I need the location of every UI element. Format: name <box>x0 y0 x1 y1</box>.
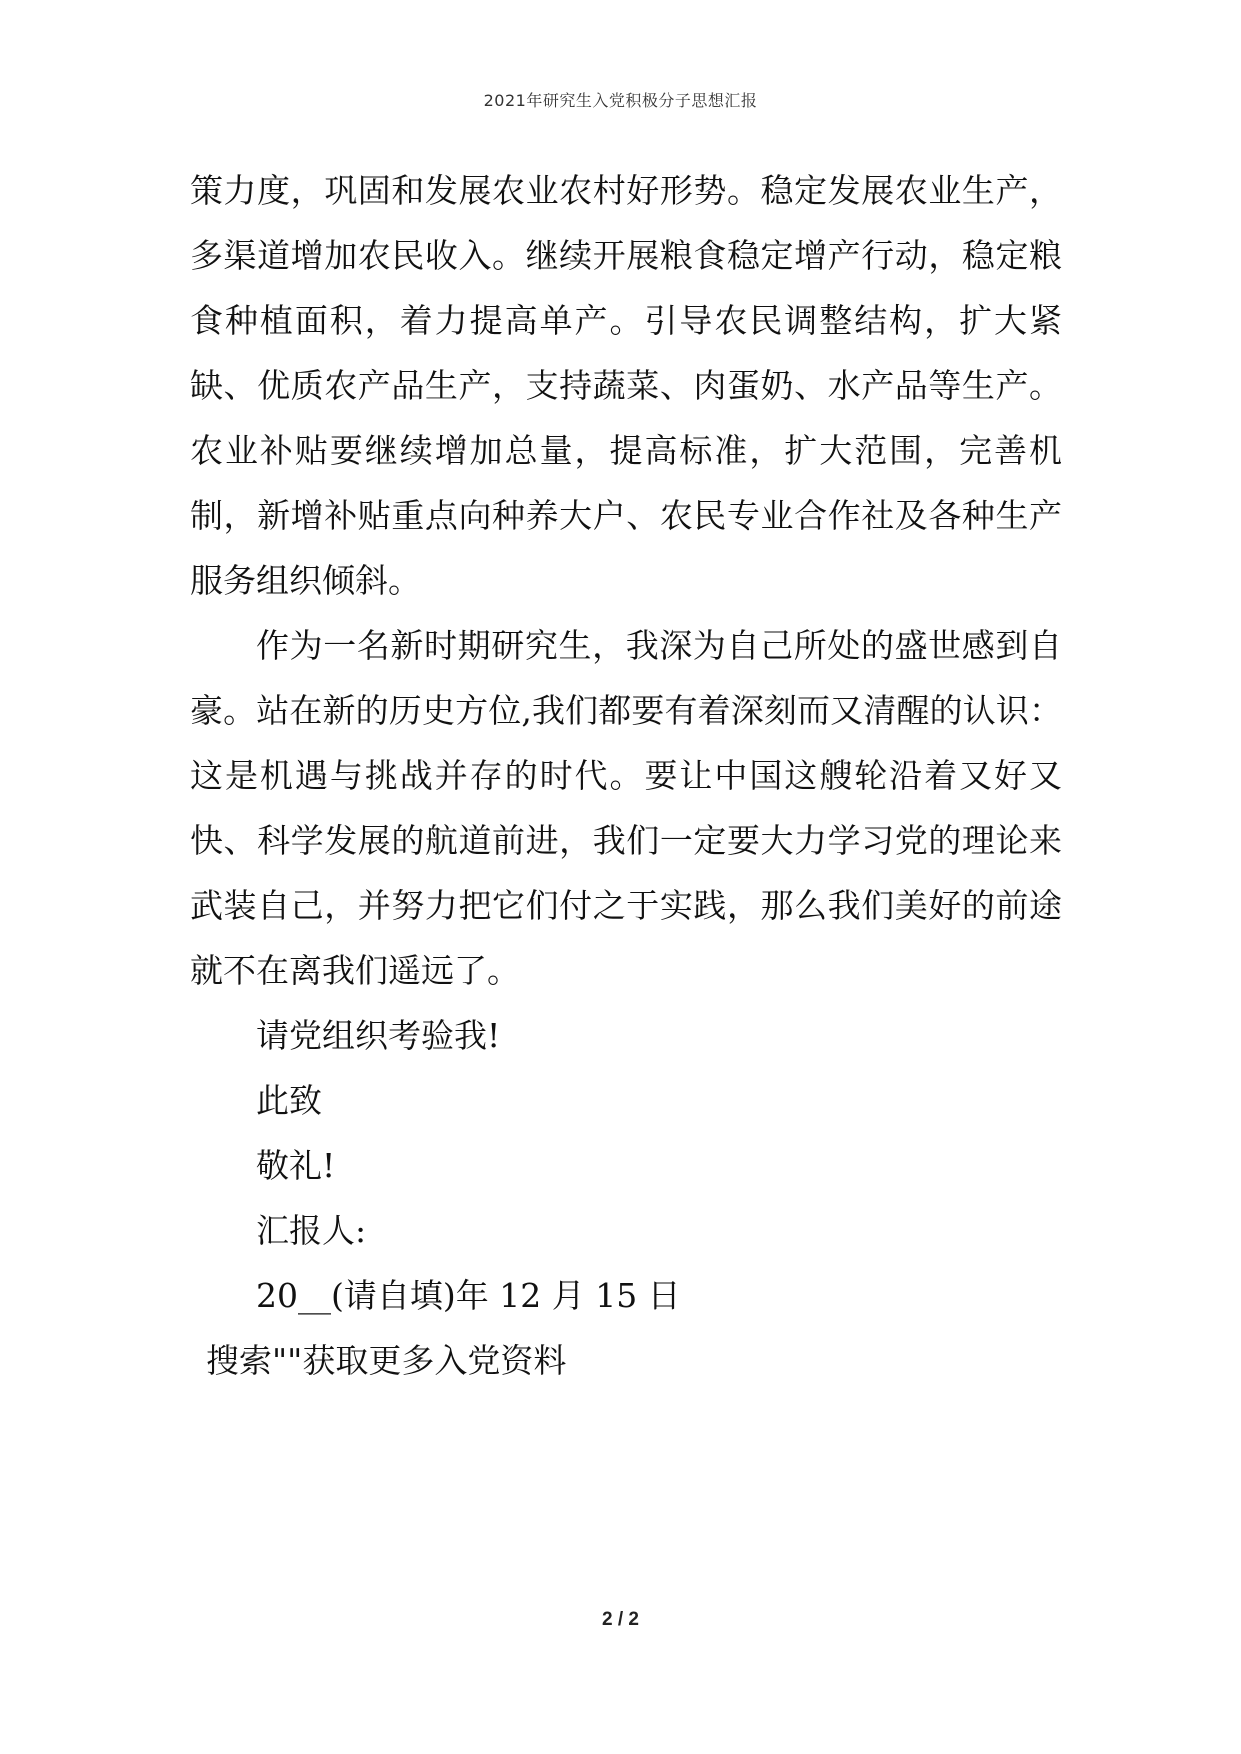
closing-salutation-2: 敬礼! <box>256 1146 336 1185</box>
page-number: 2 / 2 <box>602 1609 639 1630</box>
promo-text: 搜索""获取更多入党资料 <box>206 1341 567 1380</box>
closing-date: 20__(请自填)年 12 月 15 日 <box>256 1276 681 1315</box>
document-body <box>190 158 1062 1393</box>
closing-request: 请党组织考验我! <box>256 1016 501 1055</box>
closing-salutation-1: 此致 <box>256 1081 322 1120</box>
body-paragraph-2: 作为一名新时期研究生，我深为自己所处的盛世感到自豪。站在新的历史方位,我们都要有着深刻而又清醒的认识：这是机遇与挑战并存的时代。要让中国这艘轮沿着又好又快、科学发展的航道前进，我们一定要大力学习党的理论来武装自己，并努力把它们付之于实践，那么我们美好的前途就不在离我们遥远了。 <box>190 626 1062 990</box>
body-paragraph-1: 策力度，巩固和发展农业农村好形势。稳定发展农业生产，多渠道增加农民收入。继续开展粮食稳定增产行动，稳定粮食种植面积，着力提高单产。引导农民调整结构，扩大紧缺、优质农产品生产，支持蔬菜、肉蛋奶、水产品等生产。农业补贴要继续增加总量，提高标准，扩大范围，完善机制，新增补贴重点向种养大户、农民专业合作社及各种生产服务组织倾斜。 <box>190 171 1062 600</box>
page-header-title: 2021年研究生入党积极分子思想汇报 <box>483 91 758 110</box>
closing-reporter: 汇报人: <box>256 1211 367 1250</box>
